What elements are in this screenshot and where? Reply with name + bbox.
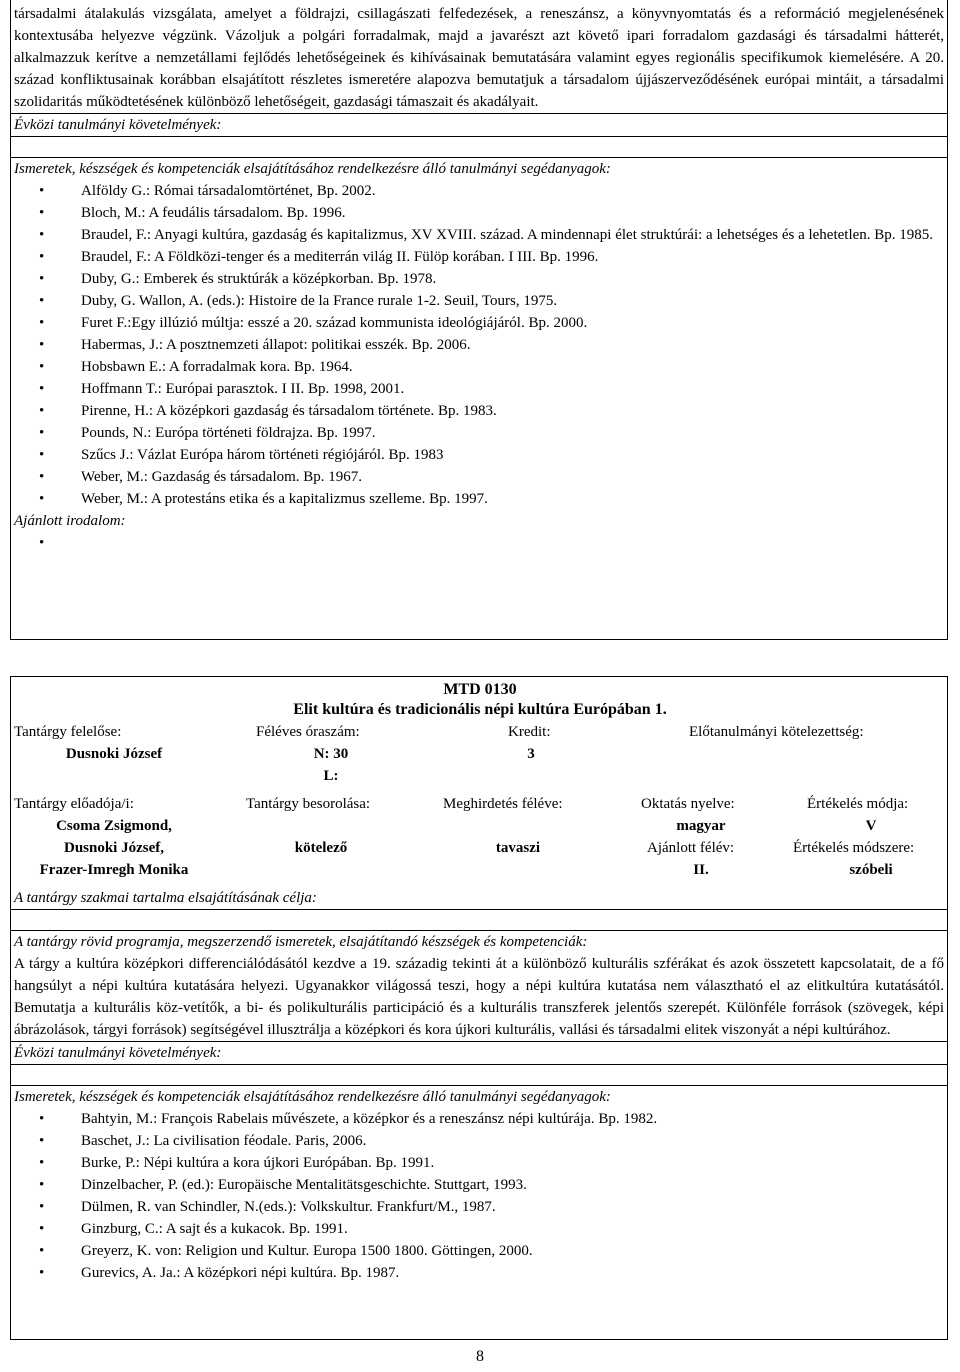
bibliography-item: • Hobsbawn E.: A forradalmak kora. Bp. 1964.: [81, 356, 947, 378]
oraszam-l: L:: [323, 768, 339, 784]
course-title: Elit kultúra és tradicionális népi kultúra Európában 1.: [293, 701, 667, 718]
nyelv-value: magyar: [676, 818, 726, 834]
felelos-label: Tantárgy felelőse:: [14, 724, 122, 740]
bibliography-list: [11, 180, 947, 510]
empty-row: [11, 1064, 947, 1085]
eloado-name-1: Csoma Zsigmond,: [56, 818, 172, 834]
list-item: [81, 532, 947, 554]
bibliography-item: • Hoffmann T.: Európai parasztok. I II. Bp. 1998, 2001.: [81, 378, 947, 400]
evkozi-row: [11, 1041, 947, 1064]
ajanlott-list: [11, 532, 947, 554]
bibliography-item: • Pirenne, H.: A középkori gazdaság és társadalom története. Bp. 1983.: [81, 400, 947, 422]
program-row: [11, 930, 947, 1041]
bibliography-item: • Weber, M.: Gazdaság és társadalom. Bp. 1967.: [81, 466, 947, 488]
bibliography-list: [11, 1108, 947, 1284]
bibliography-item: • Ginzburg, C.: A sajt és a kukacok. Bp. 1991.: [81, 1218, 947, 1240]
bibliography-item: • Braudel, F.: Anyagi kultúra, gazdaság és kapitalizmus, XV XVIII. század. A mindennapi élet struktúrái: a lehetséges és a lehetetlen. Bp. 1985.: [81, 224, 947, 246]
ertekeles-modja-label: Értékelés módja:: [807, 796, 909, 812]
kredit-label: Kredit:: [508, 724, 551, 740]
eloado-label: Tantárgy előadója/i:: [14, 796, 134, 812]
bibliography-item: • Duby, G. Wallon, A. (eds.): Histoire de la France rurale 1-2. Seuil, Tours, 1975.: [81, 290, 947, 312]
kredit-value: 3: [527, 746, 535, 762]
page-number: 8: [476, 1348, 484, 1365]
empty-row: [11, 136, 947, 157]
eloado-name-3: Frazer-Imregh Monika: [39, 862, 189, 878]
evkozi-row: [11, 113, 947, 136]
segedanyag-row: [11, 1085, 947, 1284]
bibliography-item: • Pounds, N.: Európa történeti földrajza. Bp. 1997.: [81, 422, 947, 444]
elotanulmanyi-label: Előtanulmányi kötelezettség:: [689, 724, 864, 740]
bibliography-item: • Burke, P.: Népi kultúra a kora újkori Európában. Bp. 1991.: [81, 1152, 947, 1174]
cel-label: A tantárgy szakmai tartalma elsajátításának célja:: [14, 890, 317, 906]
bibliography-item: • Gurevics, A. Ja.: A középkori népi kultúra. Bp. 1987.: [81, 1262, 947, 1284]
evkozi-label: Évközi tanulmányi követelmények:: [14, 1045, 222, 1061]
bibliography-item: • Weber, M.: A protestáns etika és a kapitalizmus szelleme. Bp. 1997.: [81, 488, 947, 510]
program-label: A tantárgy rövid programja, megszerzendő ismeretek, elsajátítandó készségek és kompetenciák:: [14, 934, 588, 950]
segedanyag-row: [11, 157, 947, 554]
bibliography-item: • Greyerz, K. von: Religion und Kultur. Europa 1500 1800. Göttingen, 2000.: [81, 1240, 947, 1262]
besorolas-value: kötelező: [294, 840, 348, 856]
bibliography-item: • Habermas, J.: A posztnemzeti állapot: politikai esszék. Bp. 2006.: [81, 334, 947, 356]
oraszam-n: N: 30: [313, 746, 349, 762]
cel-row: [11, 887, 947, 909]
ertekeles-modszere-value: szóbeli: [849, 862, 893, 878]
ertekeles-modja-value: V: [865, 818, 877, 834]
top-section: [10, 0, 948, 640]
nyelv-label: Oktatás nyelve:: [641, 796, 735, 812]
eloado-name-2: Dusnoki József,: [63, 840, 164, 856]
ajanlott-felev-value: II.: [693, 862, 709, 878]
bibliography-item: • Furet F.:Egy illúzió múltja: esszé a 20. század kommunista ideológiájáról. Bp. 2000.: [81, 312, 947, 334]
besorolas-label: Tantárgy besorolása:: [246, 796, 371, 812]
felelos-name: Dusnoki József: [65, 746, 163, 762]
bibliography-item: • Braudel, F.: A Földközi-tenger és a mediterrán világ II. Fülöp korában. I III. Bp. 1996.: [81, 246, 947, 268]
course-code: MTD 0130: [443, 681, 517, 698]
bibliography-item: • Baschet, J.: La civilisation féodale. Paris, 2006.: [81, 1130, 947, 1152]
bibliography-item: • Bahtyin, M.: François Rabelais művészete, a középkor és a reneszánsz népi kultúrája. Bp. 1982.: [81, 1108, 947, 1130]
course-header: [11, 677, 947, 887]
bibliography-item: • Alföldy G.: Római társadalomtörténet, Bp. 2002.: [81, 180, 947, 202]
program-text: A tárgy a kultúra középkori differenciálódásától kezdve a 19. századig tekinti át a különböző kulturális szférákat és azok összetett kapcsolatait, de a fő hangsúlyt a népi kultúra kutatására helyezi. Ugyanakkor világossá teszi, hogy a népi kultúra kutatása nem választható el az elitkultúra kutatásától. Bemutatja a kulturális köz-vetítők, a bi- és polikulturális participáció és a kulturális transzferek jelentős szerepét. Különféle források (szövegek, képi ábrázolások, tárgyi források) segítségével illusztrálja a középkori és kora újkori kulturális, vallási és társadalmi elitek viszonyát a népi kultúrához.: [14, 956, 944, 1038]
bibliography-item: • Duby, G.: Emberek és struktúrák a középkorban. Bp. 1978.: [81, 268, 947, 290]
bibliography-item: • Bloch, M.: A feudális társadalom. Bp. 1996.: [81, 202, 947, 224]
evkozi-label: Évközi tanulmányi követelmények:: [14, 117, 222, 133]
ertekeles-modszere-label: Értékelés módszere:: [793, 840, 915, 856]
meghirdetes-value: tavaszi: [495, 840, 541, 856]
bibliography-item: • Szűcs J.: Vázlat Európa három történeti régiójáról. Bp. 1983: [81, 444, 947, 466]
segedanyag-label: Ismeretek, készségek és kompetenciák elsajátításához rendelkezésre álló tanulmányi segédanyagok:: [14, 161, 611, 177]
bibliography-item: • Dinzelbacher, P. (ed.): Europäische Mentalitätsgeschichte. Stuttgart, 1993.: [81, 1174, 947, 1196]
course-section: [10, 676, 948, 1340]
ajanlott-label: Ajánlott irodalom:: [14, 513, 126, 529]
empty-row: [11, 909, 947, 930]
intro-paragraph: társadalmi átalakulás vizsgálata, amelyet a földrajzi, csillagászati felfedezések, a reneszánsz, a könyvnyomtatás és a reformáció megjelenésének kontextusába helyezve végzünk. Vázoljuk a polgári forradalmak, majd a javarészt azt követő ipari forradalom gazdasági és társadalmi hátterét, alkalmazzuk kerítve a nemzetállami fejlődés lehetőségeinek és kihívásainak bemutatására valamint egyes regionális specifikumok kiemelésére. A 20. század konfliktusainak korábban elsajátított részletes ismeretére alapozva bemutatjuk a társadalom újjászerveződésének európai mintáit, a társadalmi szolidaritás működtetésének különböző lehetőségeit, gazdasági támaszait és akadályait.: [14, 6, 944, 110]
bibliography-item: • Dülmen, R. van Schindler, N.(eds.): Volkskultur. Frankfurt/M., 1987.: [81, 1196, 947, 1218]
meghirdetes-label: Meghirdetés féléve:: [443, 796, 563, 812]
ajanlott-felev-label: Ajánlott félév:: [647, 840, 735, 856]
oraszam-label: Féléves óraszám:: [256, 724, 360, 740]
segedanyag-label: Ismeretek, készségek és kompetenciák elsajátításához rendelkezésre álló tanulmányi segédanyagok:: [14, 1089, 611, 1105]
